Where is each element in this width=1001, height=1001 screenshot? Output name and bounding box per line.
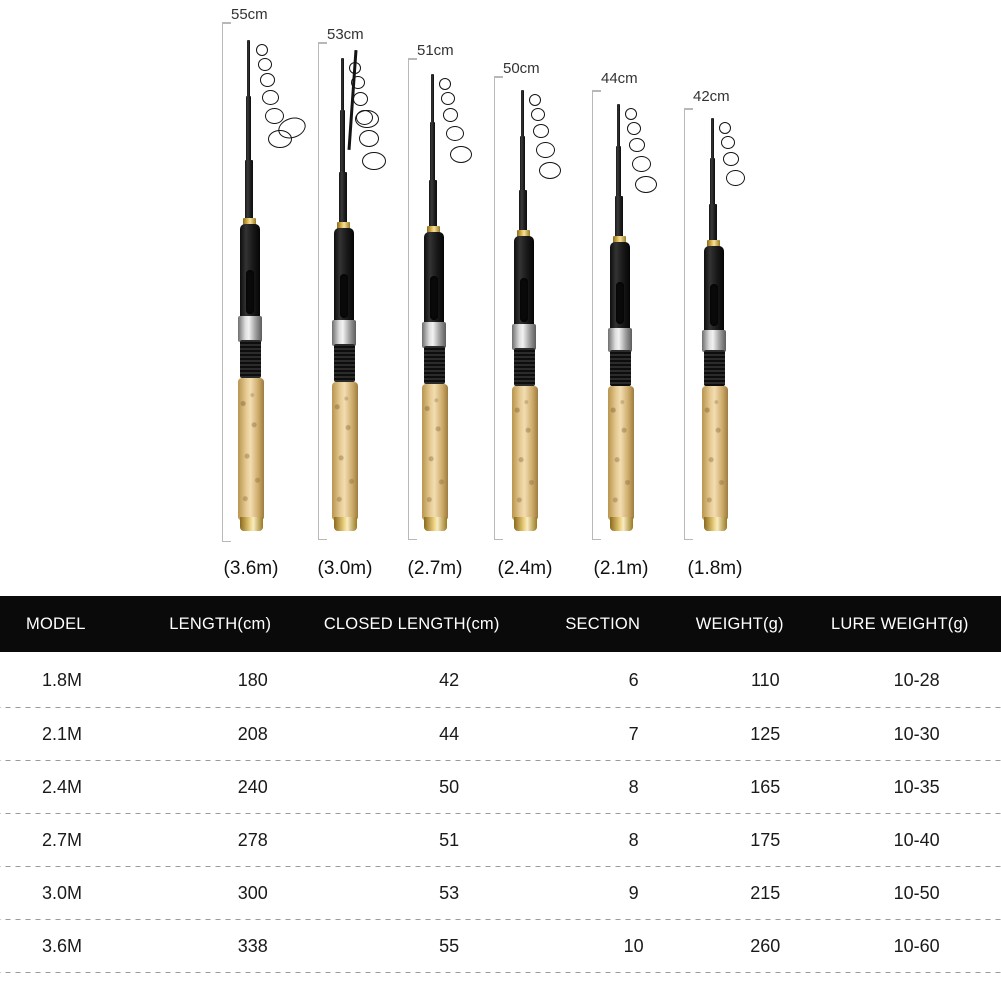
cell-length: 338 [237, 936, 268, 956]
rod-length-label-3: (2.7m) [407, 558, 463, 579]
guide-ring-6a [719, 122, 731, 134]
guide-ring-4e [539, 162, 561, 179]
guide-ring-4d [536, 142, 555, 158]
guide-ring-3c [443, 108, 458, 122]
guide-ring-5e [635, 176, 657, 193]
rod-upper-4 [520, 136, 525, 194]
table-header-row [0, 596, 1001, 652]
column-header-model: MODEL [26, 614, 86, 633]
table-row [0, 708, 1001, 761]
cell-length: 240 [237, 777, 268, 797]
guide-ring-2e [359, 130, 379, 147]
guide-ring-3e [450, 146, 472, 163]
grip-slot-2 [340, 274, 348, 318]
column-header-section: SECTION [565, 614, 641, 633]
column-header-lure-weight: LURE WEIGHT(g) [831, 614, 969, 633]
rod-tip-5 [617, 104, 620, 150]
cell-model: 3.6M [42, 936, 83, 956]
cell-model: 2.4M [42, 777, 83, 797]
guide-ring-4b [531, 108, 545, 121]
cell-section: 10 [623, 936, 644, 956]
rod-length-label-1: (3.6m) [223, 558, 279, 579]
guide-ring-2a [349, 62, 361, 74]
rod-tip-2 [341, 58, 344, 114]
cell-length: 300 [237, 883, 268, 903]
cell-lure-weight: 10-40 [893, 830, 940, 850]
reel-seat-6 [702, 330, 726, 352]
rod-upper-1 [246, 96, 251, 166]
closed-length-label-3: 51cm [417, 42, 454, 59]
table-body [0, 652, 1001, 973]
cell-closed-length: 42 [439, 669, 460, 690]
guide-ring-2d [356, 110, 373, 125]
closed-length-label-5: 44cm [601, 70, 638, 87]
cell-lure-weight: 10-28 [893, 669, 940, 690]
cell-closed-length: 50 [439, 777, 460, 797]
butt-cap-4 [514, 517, 537, 531]
closed-length-label-2: 53cm [327, 26, 364, 43]
grip-slot-3 [430, 276, 438, 320]
butt-cap-3 [424, 517, 447, 531]
guide-ring-3d [446, 126, 464, 141]
guide-ring-2f [362, 152, 386, 170]
closed-length-bracket-3 [408, 58, 409, 540]
cell-lure-weight: 10-35 [893, 777, 940, 797]
cork-handle-1 [238, 378, 264, 520]
reel-lock-nut-1 [240, 340, 261, 378]
reel-seat-2 [332, 320, 356, 346]
closed-length-bracket-2 [318, 42, 319, 540]
guide-ring-6b [721, 136, 735, 149]
cell-model: 2.7M [42, 830, 83, 850]
cell-length: 180 [237, 669, 268, 690]
table-row [0, 920, 1001, 973]
reel-lock-nut-2 [334, 344, 355, 382]
guide-ring-1c [260, 73, 275, 87]
guide-ring-5b [627, 122, 641, 135]
rod-mid-4 [519, 190, 527, 232]
guide-ring-3a [439, 78, 451, 90]
cell-section: 9 [628, 883, 639, 903]
cork-handle-5 [608, 386, 634, 520]
cell-weight: 260 [750, 936, 781, 956]
reel-lock-nut-5 [610, 350, 631, 386]
rod-upper-5 [616, 146, 621, 200]
closed-length-label-4: 50cm [503, 60, 540, 77]
reel-seat-1 [238, 316, 262, 342]
grip-slot-6 [710, 284, 718, 326]
closed-length-label-6: 42cm [693, 88, 730, 105]
grip-slot-5 [616, 282, 624, 324]
cell-length: 208 [237, 724, 268, 744]
cork-handle-2 [332, 382, 358, 520]
cork-handle-6 [702, 386, 728, 520]
closed-length-label-1: 55cm [231, 6, 268, 23]
table-row [0, 867, 1001, 920]
guide-ring-2c [353, 92, 368, 106]
reel-seat-5 [608, 328, 632, 352]
guide-ring-2b [351, 76, 365, 89]
closed-length-bracket-5 [592, 90, 593, 540]
butt-cap-1 [240, 517, 263, 531]
cell-model: 3.0M [42, 883, 83, 903]
rod-length-label-5: (2.1m) [593, 558, 649, 579]
guide-ring-5c [629, 138, 645, 152]
specification-table [0, 596, 1001, 973]
cell-lure-weight: 10-50 [893, 883, 940, 903]
butt-cap-6 [704, 517, 727, 531]
reel-seat-4 [512, 324, 536, 350]
cell-length: 278 [237, 830, 268, 850]
butt-cap-2 [334, 517, 357, 531]
cell-weight: 175 [750, 830, 781, 850]
cell-closed-length: 51 [439, 830, 460, 850]
cell-closed-length: 53 [439, 883, 460, 903]
guide-ring-6d [726, 170, 745, 186]
rod-tip-4 [521, 90, 524, 140]
rod-mid-1 [245, 160, 253, 220]
table-row [0, 814, 1001, 867]
table-row [0, 652, 1001, 708]
cell-weight: 125 [750, 724, 781, 744]
cell-lure-weight: 10-60 [893, 936, 940, 956]
reel-seat-3 [422, 322, 446, 348]
guide-ring-4c [533, 124, 549, 138]
cell-lure-weight: 10-30 [893, 724, 940, 744]
column-header-length: LENGTH(cm) [169, 614, 272, 633]
cell-weight: 110 [750, 669, 780, 690]
rod-upper-6 [710, 158, 715, 208]
column-header-closed-length: CLOSED LENGTH(cm) [323, 614, 500, 633]
cell-model: 1.8M [42, 669, 83, 690]
cell-closed-length: 55 [439, 936, 460, 956]
rod-mid-2 [339, 172, 347, 224]
cell-model: 2.1M [42, 724, 83, 744]
rod-mid-5 [615, 196, 623, 238]
guide-ring-4a [529, 94, 541, 106]
rod-length-label-4: (2.4m) [497, 558, 553, 579]
guide-ring-6c [723, 152, 739, 166]
cell-section: 7 [628, 724, 639, 744]
butt-cap-5 [610, 517, 633, 531]
guide-ring-5a [625, 108, 637, 120]
rod-tip-1 [247, 40, 250, 100]
rod-upper-3 [430, 122, 435, 184]
cell-closed-length: 44 [439, 724, 460, 744]
cell-section: 8 [628, 777, 639, 797]
guide-ring-5d [632, 156, 651, 172]
guide-ring-3b [441, 92, 455, 105]
column-header-weight: WEIGHT(g) [695, 614, 784, 633]
rod-length-label-2: (3.0m) [317, 558, 373, 579]
cell-weight: 165 [750, 777, 781, 797]
guide-ring-1a [256, 44, 268, 56]
reel-lock-nut-4 [514, 348, 535, 386]
rod-upper-2 [340, 110, 345, 176]
rod-mid-6 [709, 204, 717, 242]
rod-tip-6 [711, 118, 714, 162]
cell-weight: 215 [750, 883, 781, 903]
table-row [0, 761, 1001, 814]
rod-mid-3 [429, 180, 437, 228]
guide-ring-1b [258, 58, 272, 71]
rod-tip-3 [431, 74, 434, 126]
rod-length-label-6: (1.8m) [687, 558, 743, 579]
grip-slot-4 [520, 278, 528, 322]
guide-ring-1d [262, 90, 279, 105]
closed-length-bracket-4 [494, 76, 495, 540]
cell-section: 8 [628, 830, 639, 850]
reel-lock-nut-3 [424, 346, 445, 384]
cell-section: 6 [628, 669, 639, 690]
closed-length-bracket-6 [684, 108, 685, 540]
cork-handle-4 [512, 386, 538, 520]
cork-handle-3 [422, 384, 448, 520]
grip-slot-1 [246, 270, 254, 314]
reel-lock-nut-6 [704, 350, 725, 386]
closed-length-bracket-1 [222, 22, 223, 542]
